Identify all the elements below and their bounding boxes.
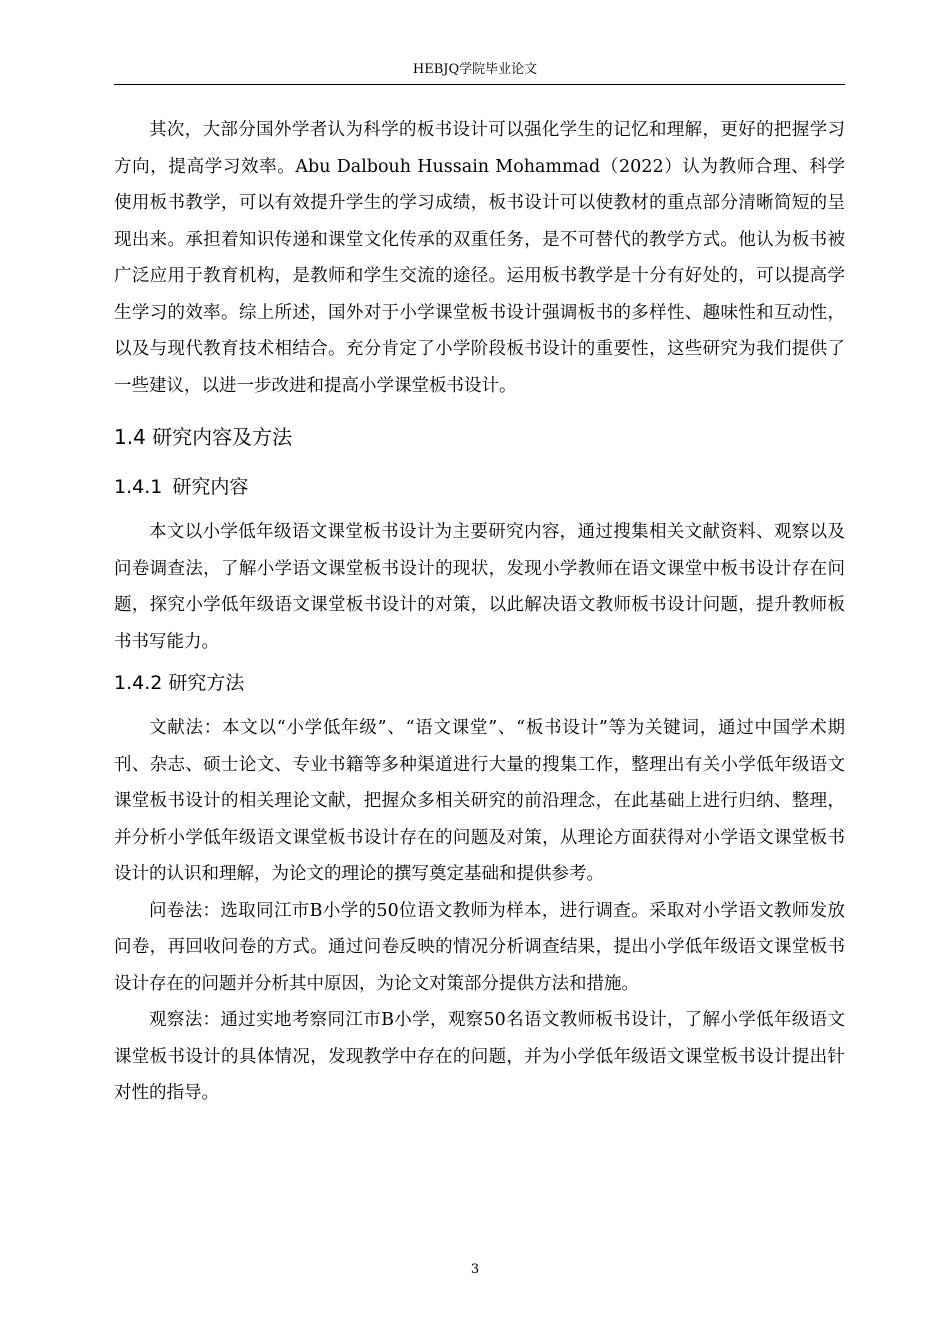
method-observation-paragraph: 观察法：通过实地考察同江市B小学，观察50名语文教师板书设计，了解小学低年级语文课堂板书设计的具体情况，发现教学中存在的问题，并为小学低年级语文课堂板书设计提出针对性的指导。 bbox=[114, 1010, 845, 1103]
section-title: 研究内容 bbox=[172, 476, 249, 498]
research-content-paragraph: 本文以小学低年级语文课堂板书设计为主要研究内容，通过搜集相关文献资料、观察以及问卷调查法，了解小学语文课堂板书设计的现状，发现小学教师在语文课堂中板书设计存在问题，探究小学低年级语文课堂板书设计的对策，以此解决语文教师板书设计问题，提升教师板书书写能力。 bbox=[114, 522, 845, 652]
page-body bbox=[114, 112, 845, 1112]
method-questionnaire-paragraph: 问卷法：选取同江市B小学的50位语文教师为样本，进行调查。采取对小学语文教师发放问卷，再回收问卷的方式。通过问卷反映的情况分析调查结果，提出小学低年级语文课堂板书设计存在的问题并分析其中原因，为论文对策部分提供方法和措施。 bbox=[114, 900, 845, 994]
intro-paragraph: 其次，大部分国外学者认为科学的板书设计可以强化学生的记忆和理解，更好的把握学习方向，提高学习效率。Abu Dalbouh Hussain Mohammad（2022）认为教师合理、科学使用板书教学，可以有效提升学生的学习成绩，板书设计可以使教材的重点部分清晰简短的呈现出来。承担着知识传递和课堂文化传承的双重任务，是不可替代的教学方式。他认为板书被广泛应用于教育机构，是教师和学生交流的途径。运用板书教学是十分有好处的，可以提高学生学习的效率。综上所述，国外对于小学课堂板书设计强调板书的多样性、趣味性和互动性，以及与现代教育技术相结合。充分肯定了小学阶段板书设计的重要性，这些研究为我们提供了一些建议，以进一步改进和提高小学课堂板书设计。 bbox=[114, 120, 845, 396]
section-heading-1-4: 1.4 研究内容及方法 bbox=[114, 425, 293, 449]
page-number: 3 bbox=[470, 1262, 480, 1277]
header-rule bbox=[114, 84, 845, 85]
page-header: HEBJQ学院毕业论文 bbox=[412, 62, 538, 77]
method-literature-paragraph: 文献法：本文以“小学低年级”、“语文课堂”、“板书设计”等为关键词，通过中国学术期刊、杂志、硕士论文、专业书籍等多种渠道进行大量的搜集工作，整理出有关小学低年级语文课堂板书设计的相关理论文献，把握众多相关研究的前沿理念，在此基础上进行归纳、整理，并分析小学低年级语文课堂板书设计存在的问题及对策，从理论方面获得对小学语文课堂板书设计的认识和理解，为论文的理论的撰写奠定基础和提供参考。 bbox=[114, 718, 845, 884]
section-number: 1.4.1 bbox=[114, 476, 163, 498]
section-heading-1-4-2: 1.4.2 研究方法 bbox=[114, 672, 245, 694]
section-heading-1-4-1 bbox=[114, 472, 845, 502]
